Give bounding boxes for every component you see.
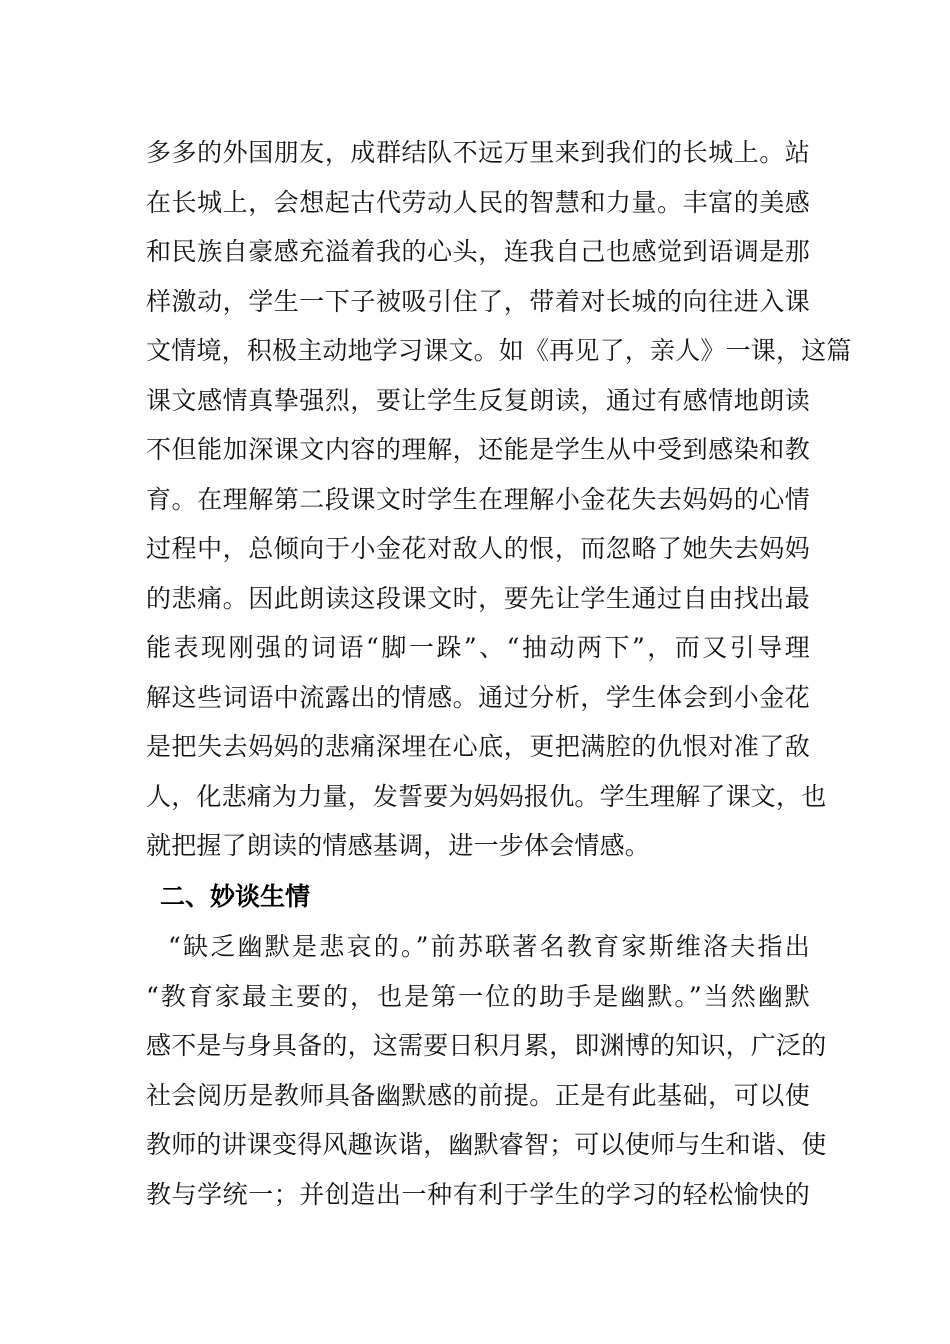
section-heading: 二、妙谈生情 xyxy=(160,882,311,911)
text-line: “缺乏幽默是悲哀的。”前苏联著名教育家斯维洛夫指出 xyxy=(168,932,810,961)
text-line: 不但能加深课文内容的理解，还能是学生从中受到感染和教 xyxy=(146,435,810,464)
text-line: 就把握了朗读的情感基调，进一步体会情感。 xyxy=(146,831,651,860)
text-line: 育。在理解第二段课文时学生在理解小金花失去妈妈的心情 xyxy=(146,484,810,514)
text-line: 的悲痛。因此朗读这段课文时，要先让学生通过自由找出最 xyxy=(146,583,810,613)
text-line: 社会阅历是教师具备幽默感的前提。正是有此基础，可以使 xyxy=(146,1080,810,1110)
text-line: 能表现刚强的词语“脚一跺”、“抽动两下”，而又引导理 xyxy=(146,633,810,662)
text-line: 文情境，积极主动地学习课文。如《再见了，亲人》一课，这篇 xyxy=(146,336,852,365)
text-line: 样激动，学生一下子被吸引住了，带着对长城的向往进入课 xyxy=(146,286,810,316)
text-line: 过程中，总倾向于小金花对敌人的恨，而忽略了她失去妈妈 xyxy=(146,534,810,563)
paragraph-continuation xyxy=(146,128,852,871)
text-line: 多多的外国朋友，成群结队不远万里来到我们的长城上。站 xyxy=(146,138,810,167)
text-line: 课文感情真挚强烈，要让学生反复朗读，通过有感情地朗读 xyxy=(146,385,810,415)
paragraph-humor xyxy=(146,922,827,1219)
text-line: 在长城上，会想起古代劳动人民的智慧和力量。丰富的美感 xyxy=(146,187,810,217)
text-line: “教育家最主要的，也是第一位的助手是幽默。”当然幽默 xyxy=(146,981,810,1011)
text-line: 教与学统一；并创造出一种有利于学生的学习的轻松愉快的 xyxy=(146,1179,810,1209)
text-line: 是把失去妈妈的悲痛深埋在心底，更把满腔的仇恨对准了敌 xyxy=(146,732,810,761)
text-line: 和民族自豪感充溢着我的心头，连我自己也感觉到语调是那 xyxy=(146,237,810,266)
text-line: 感不是与身具备的，这需要日积月累，即渊博的知识，广泛的 xyxy=(146,1031,827,1060)
text-line: 解这些词语中流露出的情感。通过分析，学生体会到小金花 xyxy=(146,682,810,712)
text-line: 人，化悲痛为力量，发誓要为妈妈报仇。学生理解了课文，也 xyxy=(146,781,827,811)
text-line: 教师的讲课变得风趣诙谐，幽默睿智；可以使师与生和谐、使 xyxy=(146,1130,827,1159)
